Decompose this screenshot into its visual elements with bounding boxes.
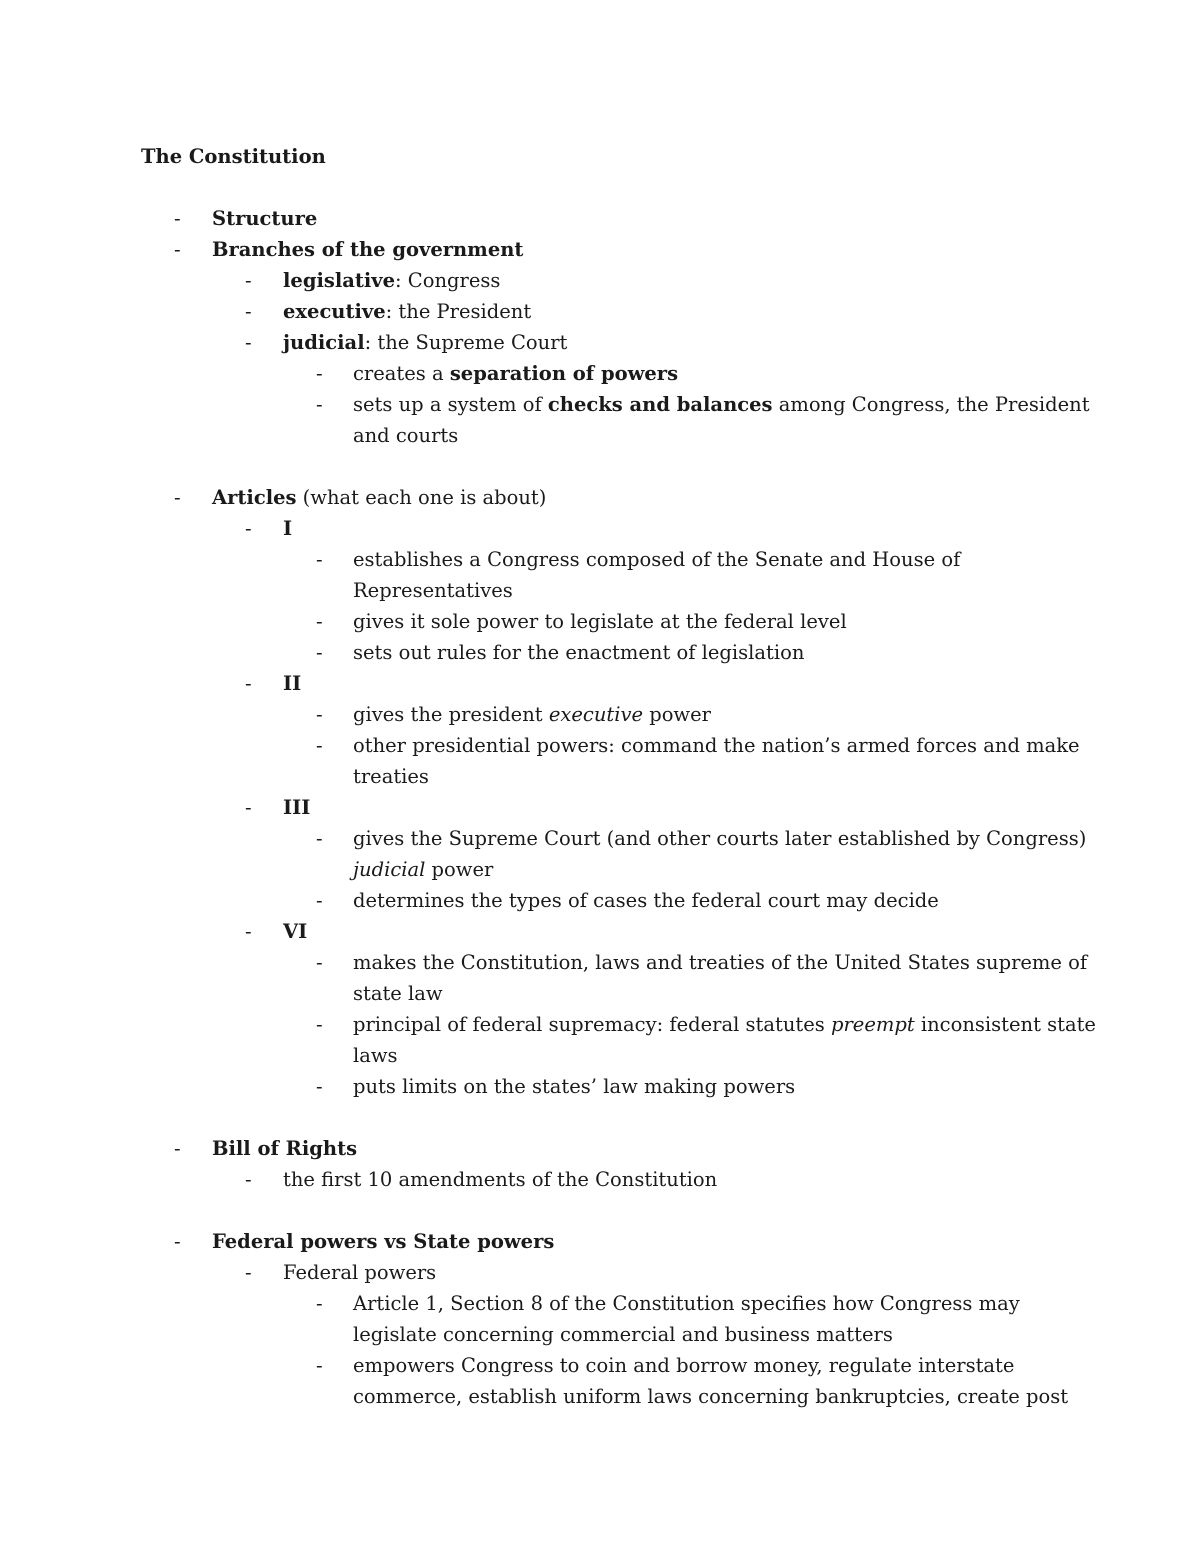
plain-text: Federal powers	[283, 1261, 437, 1284]
bold-text: judicial	[283, 331, 365, 354]
list-item-level-2	[0, 916, 1200, 947]
italic-text: executive	[548, 703, 644, 726]
bullet-dash: -	[316, 362, 323, 385]
list-item-text	[353, 544, 960, 575]
bold-text: Articles	[212, 486, 297, 509]
bullet-dash: -	[245, 920, 252, 943]
plain-text: treaties	[353, 765, 429, 788]
list-item-text	[283, 327, 567, 358]
list-item-level-2	[0, 296, 1200, 327]
bullet-dash: -	[316, 548, 323, 571]
list-item-text	[212, 482, 546, 513]
plain-text: other presidential powers: command the nation’s armed forces and make	[353, 734, 1080, 757]
list-item-level-3	[0, 699, 1200, 730]
list-item-text	[353, 1319, 893, 1350]
bold-text: III	[283, 796, 311, 819]
list-item-continuation	[0, 1319, 1200, 1350]
bold-text: Structure	[212, 207, 318, 230]
bold-text: Bill of Rights	[212, 1137, 358, 1160]
bullet-dash: -	[245, 1168, 252, 1191]
bullet-dash: -	[316, 1013, 323, 1036]
bold-text: executive	[283, 300, 386, 323]
plain-text: Representatives	[353, 579, 513, 602]
bold-text: VI	[283, 920, 308, 943]
list-item-level-3	[0, 606, 1200, 637]
plain-text: puts limits on the states’ law making powers	[353, 1075, 796, 1098]
list-item-continuation	[0, 575, 1200, 606]
list-item-level-3	[0, 947, 1200, 978]
list-item-text	[353, 420, 458, 451]
bullet-dash: -	[316, 641, 323, 664]
list-item-level-2	[0, 1257, 1200, 1288]
list-item-text	[353, 730, 1080, 761]
bold-text: separation of powers	[449, 362, 679, 385]
bullet-dash: -	[174, 486, 181, 509]
plain-text: commerce, establish uniform laws concerning bankruptcies, create post	[353, 1385, 1069, 1408]
italic-text: preempt	[830, 1013, 915, 1036]
list-item-text	[353, 823, 1086, 854]
plain-text: determines the types of cases the federal court may decide	[353, 889, 939, 912]
bullet-dash: -	[316, 951, 323, 974]
list-item-text	[353, 978, 443, 1009]
list-item-text	[353, 885, 939, 916]
plain-text: sets up a system of	[353, 393, 548, 416]
list-item-text	[353, 1288, 1020, 1319]
bullet-dash: -	[316, 1354, 323, 1377]
blank-line	[0, 451, 1200, 482]
list-item-level-1	[0, 234, 1200, 265]
plain-text: laws	[353, 1044, 398, 1067]
bullet-dash: -	[316, 703, 323, 726]
list-item-level-1	[0, 203, 1200, 234]
list-item-level-2	[0, 513, 1200, 544]
bold-text: checks and balances	[547, 393, 773, 416]
bullet-dash: -	[316, 889, 323, 912]
list-item-text	[353, 1350, 1014, 1381]
blank-line	[0, 1195, 1200, 1226]
list-item-text	[353, 699, 711, 730]
list-item-text	[353, 1381, 1068, 1412]
bullet-dash: -	[316, 393, 323, 416]
list-item-level-2	[0, 265, 1200, 296]
list-item-level-3	[0, 1350, 1200, 1381]
list-item-text	[353, 358, 678, 389]
italic-text: judicial	[353, 858, 426, 881]
plain-text: and courts	[353, 424, 459, 447]
list-item-level-3	[0, 1009, 1200, 1040]
list-item-level-3	[0, 544, 1200, 575]
plain-text: gives it sole power to legislate at the federal level	[353, 610, 847, 633]
bold-text: Federal powers vs State powers	[212, 1230, 555, 1253]
list-item-level-3	[0, 358, 1200, 389]
bullet-dash: -	[316, 1075, 323, 1098]
list-item-text	[212, 1226, 554, 1257]
document-title: The Constitution	[141, 145, 326, 168]
plain-text: Article 1, Section 8 of the Constitution specifies how Congress may	[353, 1292, 1020, 1315]
plain-text: creates a	[353, 362, 450, 385]
list-item-level-1	[0, 1133, 1200, 1164]
list-item-text	[353, 606, 847, 637]
bullet-dash: -	[316, 610, 323, 633]
list-item-continuation	[0, 420, 1200, 451]
bold-text: Branches of the government	[212, 238, 524, 261]
bullet-dash: -	[316, 734, 323, 757]
bullet-dash: -	[245, 672, 252, 695]
list-item-continuation	[0, 761, 1200, 792]
plain-text: the first 10 amendments of the Constitution	[283, 1168, 718, 1191]
list-item-level-2	[0, 1164, 1200, 1195]
list-item-text	[283, 1164, 717, 1195]
list-item-continuation	[0, 1040, 1200, 1071]
list-item-continuation	[0, 1381, 1200, 1412]
list-item-text	[353, 1071, 795, 1102]
list-item-continuation	[0, 978, 1200, 1009]
list-item-text	[283, 916, 307, 947]
list-item-level-1	[0, 482, 1200, 513]
bold-text: I	[283, 517, 293, 540]
bullet-dash: -	[174, 238, 181, 261]
bullet-dash: -	[174, 207, 181, 230]
bullet-dash: -	[245, 300, 252, 323]
list-item-level-3	[0, 823, 1200, 854]
list-item-continuation	[0, 854, 1200, 885]
list-item-text	[212, 234, 523, 265]
list-item-level-3	[0, 1288, 1200, 1319]
plain-text: : Congress	[395, 269, 501, 292]
list-item-text	[353, 1009, 1096, 1040]
list-item-level-1	[0, 1226, 1200, 1257]
list-item-text	[353, 761, 429, 792]
list-item-text	[283, 668, 301, 699]
list-item-text	[353, 389, 1090, 420]
bullet-dash: -	[245, 796, 252, 819]
plain-text: principal of federal supremacy: federal statutes	[353, 1013, 831, 1036]
plain-text: empowers Congress to coin and borrow money, regulate interstate	[353, 1354, 1015, 1377]
bullet-dash: -	[245, 1261, 252, 1284]
bold-text: II	[283, 672, 302, 695]
list-item-text	[283, 296, 531, 327]
bullet-dash: -	[316, 827, 323, 850]
plain-text: inconsistent state	[914, 1013, 1096, 1036]
list-item-level-2	[0, 792, 1200, 823]
plain-text: gives the president	[353, 703, 549, 726]
list-item-level-3	[0, 1071, 1200, 1102]
plain-text: among Congress, the President	[772, 393, 1090, 416]
blank-line	[0, 1102, 1200, 1133]
bullet-dash: -	[174, 1137, 181, 1160]
plain-text: power	[425, 858, 494, 881]
list-item-level-3	[0, 389, 1200, 420]
list-item-text	[283, 513, 292, 544]
plain-text: state law	[353, 982, 443, 1005]
bullet-dash: -	[174, 1230, 181, 1253]
plain-text: makes the Constitution, laws and treaties of the United States supreme of	[353, 951, 1088, 974]
bold-text: legislative	[283, 269, 396, 292]
plain-text: legislate concerning commercial and business matters	[353, 1323, 893, 1346]
plain-text: : the President	[385, 300, 532, 323]
list-item-text	[212, 1133, 357, 1164]
list-item-text	[353, 1040, 398, 1071]
bullet-dash: -	[245, 517, 252, 540]
list-item-text	[353, 854, 493, 885]
list-item-text	[283, 792, 310, 823]
list-item-text	[283, 265, 500, 296]
bullet-dash: -	[316, 1292, 323, 1315]
list-item-level-3	[0, 730, 1200, 761]
plain-text: establishes a Congress composed of the Senate and House of	[353, 548, 961, 571]
plain-text: (what each one is about)	[296, 486, 547, 509]
bullet-dash: -	[245, 331, 252, 354]
list-item-text	[353, 637, 804, 668]
bullet-dash: -	[245, 269, 252, 292]
plain-text: sets out rules for the enactment of legislation	[353, 641, 805, 664]
list-item-level-3	[0, 885, 1200, 916]
list-item-text	[353, 947, 1087, 978]
list-item-level-2	[0, 327, 1200, 358]
list-item-text	[353, 575, 513, 606]
list-item-text	[212, 203, 317, 234]
plain-text: : the Supreme Court	[364, 331, 568, 354]
list-item-level-3	[0, 637, 1200, 668]
plain-text: power	[643, 703, 711, 726]
plain-text: gives the Supreme Court (and other courts later established by Congress)	[353, 827, 1087, 850]
list-item-level-2	[0, 668, 1200, 699]
list-item-text	[283, 1257, 436, 1288]
